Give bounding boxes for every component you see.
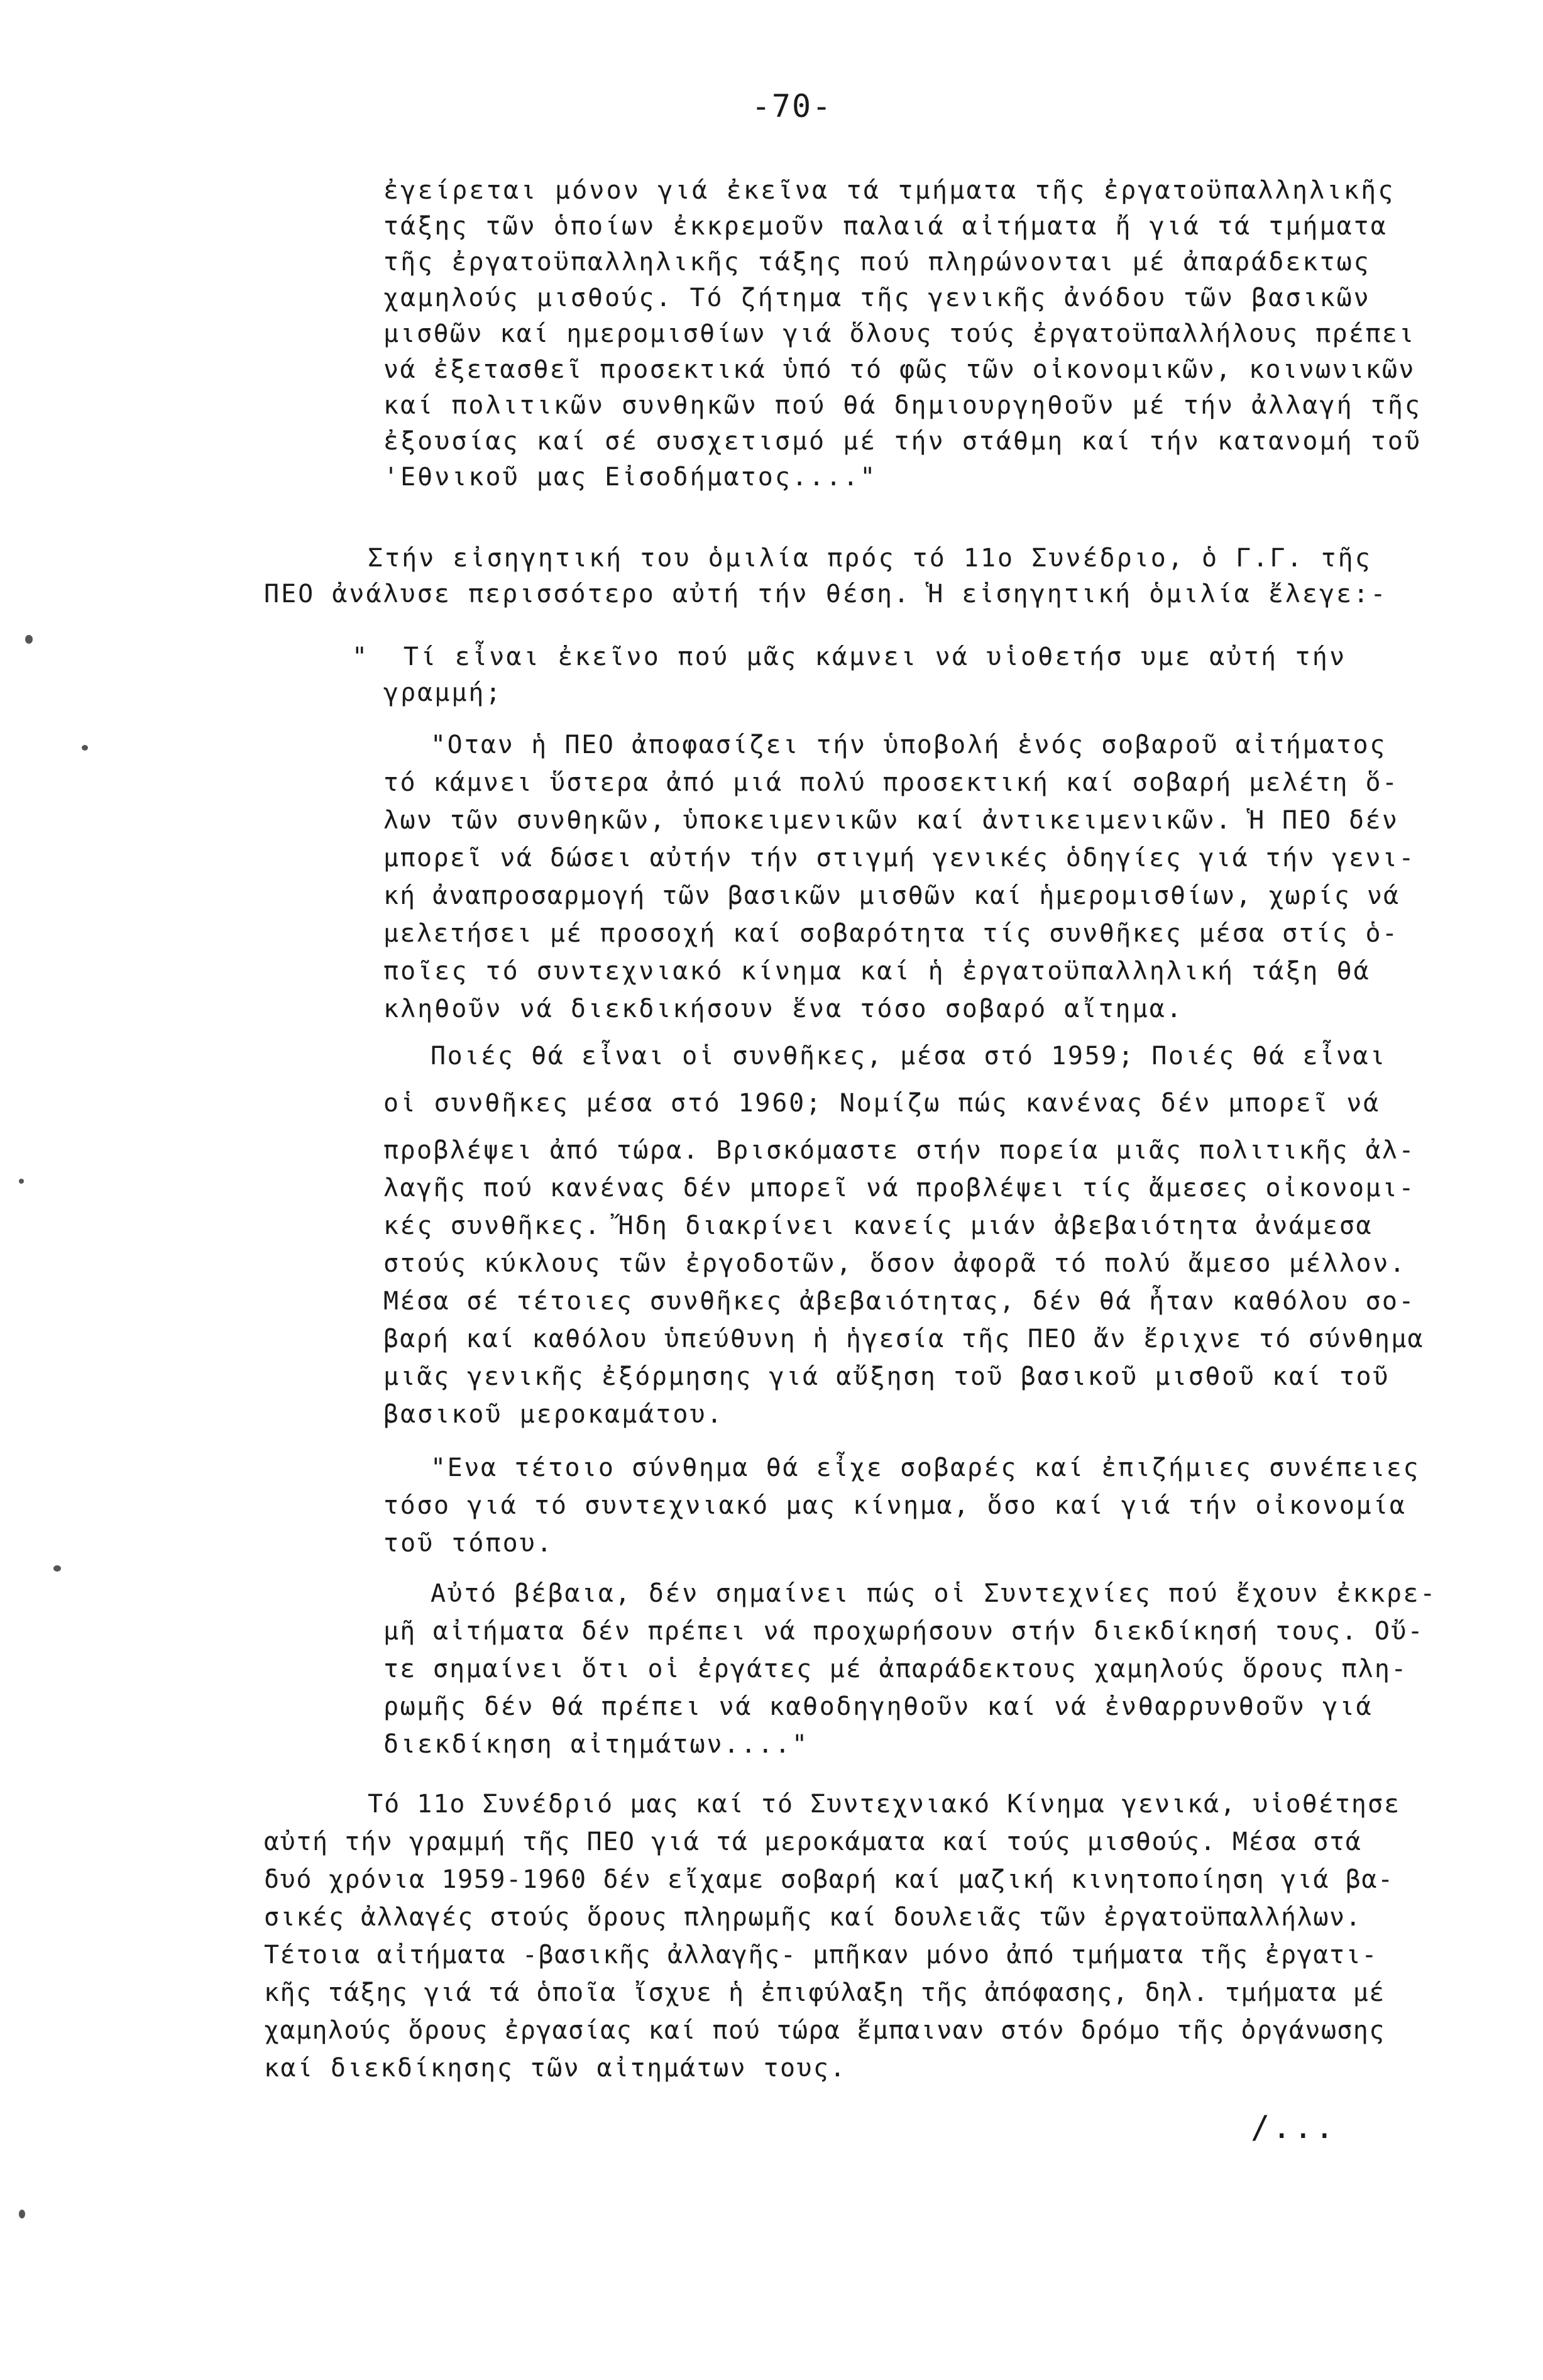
text-line: τοῦ τόπου. [383,1529,554,1558]
text-line: τάξης τῶν ὁποίων ἐκκρεμοῦν παλαιά αἰτήματα ἤ γιά τά τμήματα [383,212,1388,241]
scan-speck [82,745,88,751]
text-line: Μέσα σέ τέτοιες συνθῆκες ἀβεβαιότητας, δέν θά ἦταν καθόλου σο- [383,1287,1415,1316]
text-line: ρωμῆς δέν θά πρέπει νά καθοδηγηθοῦν καί νά ἐνθαρρυνθοῦν γιά [383,1692,1373,1721]
text-line: γραμμή; [383,678,503,707]
text-line: 'Εθνικοῦ μας Εἰσοδήματος...." [383,463,877,492]
text-line: Τέτοια αἰτήματα -βασικῆς ἀλλαγῆς- μπῆκαν μόνο ἀπό τμήματα τῆς ἐργατι- [264,1941,1378,1970]
text-line: κῆς τάξης γιά τά ὁποῖα ἴσχυε ἡ ἐπιφύλαξη τῆς ἀπόφασης, δηλ. τμήματα μέ [264,1978,1385,2007]
text-line: χαμηλούς ὅρους ἐργασίας καί πού τώρα ἔμπαιναν στόν δρόμο τῆς ὀργάνωσης [264,2016,1385,2045]
text-line: σικές ἀλλαγές στούς ὅρους πληρωμῆς καί δουλειᾶς τῶν ἐργατοϋπαλλήλων. [264,1903,1362,1932]
text-line: "Ενα τέτοιο σύνθημα θά εἶχε σοβαρές καί ἐπιζήμιες συνέπειες [431,1453,1420,1482]
text-line: ἐγείρεται μόνον γιά ἐκεῖνα τά τμήματα τῆς ἐργατοϋπαλληλικῆς [383,176,1395,205]
text-line: βαρή καί καθόλου ὑπεύθυνη ἡ ἡγεσία τῆς ΠΕΟ ἄν ἔριχνε τό σύνθημα [383,1325,1424,1353]
continuation-mark: /... [1251,2109,1337,2146]
scan-speck [19,1179,24,1184]
text-line: μιᾶς γενικῆς ἐξόρμησης γιά αὔξηση τοῦ βασικοῦ μισθοῦ καί τοῦ [383,1362,1390,1391]
text-line: κές συνθῆκες. Ἤδη διακρίνει κανείς μιάν ἀβεβαιότητα ἀνάμεσα [383,1211,1373,1240]
text-line: λων τῶν συνθηκῶν, ὑποκειμενικῶν καί ἀντικειμενικῶν. Ἡ ΠΕΟ δέν [383,806,1399,835]
text-line: μισθῶν καί ημερομισθίων γιά ὅλους τούς ἐργατοϋπαλλήλους πρέπει [383,319,1415,348]
text-line: Στήν εἰσηγητική του ὁμιλία πρός τό 11ο Συνέδριο, ὁ Γ.Γ. τῆς [368,544,1372,573]
text-line: ποῖες τό συντεχνιακό κίνημα καί ἡ ἐργατοϋπαλληλική τάξη θά [383,957,1371,986]
scan-speck [19,2210,25,2218]
page-number: -70- [751,88,833,124]
text-line: "Οταν ἡ ΠΕΟ ἀποφασίζει τήν ὑποβολή ἑνός σοβαροῦ αἰτήματος [431,730,1387,759]
text-line: λαγῆς πού κανένας δέν μπορεῖ νά προβλέψει τίς ἄμεσες οἰκονομι- [383,1174,1415,1203]
text-line: τόσο γιά τό συντεχνιακό μας κίνημα, ὅσο καί γιά τήν οἰκονομία [383,1491,1407,1520]
text-line: τε σημαίνει ὅτι οἱ ἐργάτες μέ ἀπαράδεκτους χαμηλούς ὅρους πλη- [383,1655,1408,1683]
text-line: προβλέψει ἀπό τώρα. Βρισκόμαστε στήν πορεία μιᾶς πολιτικῆς ἀλ- [383,1136,1415,1165]
text-line: στούς κύκλους τῶν ἐργοδοτῶν, ὅσον ἀφορᾶ τό πολύ ἄμεσο μέλλον. [383,1249,1407,1278]
text-line: μῆ αἰτήματα δέν πρέπει νά προχωρήσουν στήν διεκδίκησή τους. Οὔ- [383,1617,1424,1646]
scan-speck [53,1565,61,1572]
text-line: καί διεκδίκησης τῶν αἰτημάτων τους. [264,2054,847,2083]
text-line: χαμηλούς μισθούς. Τό ζήτημα τῆς γενικῆς ἀνόδου τῶν βασικῶν [383,284,1371,312]
text-line: ΠΕΟ ἀνάλυσε περισσότερο αὐτή τήν θέση. Ἡ εἰσηγητική ὁμιλία ἔλεγε:- [264,580,1388,609]
text-line: μπορεῖ νά δώσει αὐτήν τήν στιγμή γενικές ὁδηγίες γιά τήν γενι- [383,844,1415,873]
text-line: τῆς ἐργατοϋπαλληλικῆς τάξης πού πληρώνονται μέ ἀπαράδεκτως [383,248,1371,277]
text-line: Τό 11ο Συνέδριό μας καί τό Συντεχνιακό Κίνημα γενικά, υἱοθέτησε [368,1790,1401,1819]
text-line: νά ἐξετασθεῖ προσεκτικά ὑπό τό φῶς τῶν οἰκονομικῶν, κοινωνικῶν [383,355,1415,384]
text-line: " Τί εἶναι ἐκεῖνο πού μᾶς κάμνει νά υἱοθετήσ υμε αὐτή τήν [352,642,1347,671]
text-line: αὐτή τήν γραμμή τῆς ΠΕΟ γιά τά μεροκάματα καί τούς μισθούς. Μέσα στά [264,1827,1362,1856]
text-line: Ποιές θά εἶναι οἱ συνθῆκες, μέσα στό 1959; Ποιές θά εἶναι [431,1042,1387,1071]
text-line: κληθοῦν νά διεκδικήσουν ἕνα τόσο σοβαρό αἴτημα. [383,994,1183,1023]
text-line: τό κάμνει ὕστερα ἀπό μιά πολύ προσεκτική καί σοβαρή μελέτη ὅ- [383,768,1399,797]
text-line: Αὐτό βέβαια, δέν σημαίνει πώς οἱ Συντεχνίες πού ἔχουν ἐκκρε- [431,1579,1437,1608]
text-line: οἱ συνθῆκες μέσα στό 1960; Νομίζω πώς κανένας δέν μπορεῖ νά [383,1089,1381,1118]
text-line: καί πολιτικῶν συνθηκῶν πού θά δημιουργηθοῦν μέ τήν ἀλλαγή τῆς [383,391,1422,420]
text-line: βασικοῦ μεροκαμάτου. [383,1400,724,1429]
text-line: κή ἀναπροσαρμογή τῶν βασικῶν μισθῶν καί ἡμερομισθίων, χωρίς νά [383,881,1400,910]
scan-speck [25,635,33,644]
text-line: μελετήσει μέ προσοχή καί σοβαρότητα τίς συνθῆκες μέσα στίς ὁ- [383,919,1399,948]
text-line: δυό χρόνια 1959-1960 δέν εἴχαμε σοβαρή καί μαζική κινητοποίηση γιά βα- [264,1865,1394,1894]
text-line: ἐξουσίας καί σέ συσχετισμό μέ τήν στάθμη καί τήν κατανομή τοῦ [383,427,1422,456]
text-line: διεκδίκηση αἰτημάτων...." [383,1730,810,1759]
